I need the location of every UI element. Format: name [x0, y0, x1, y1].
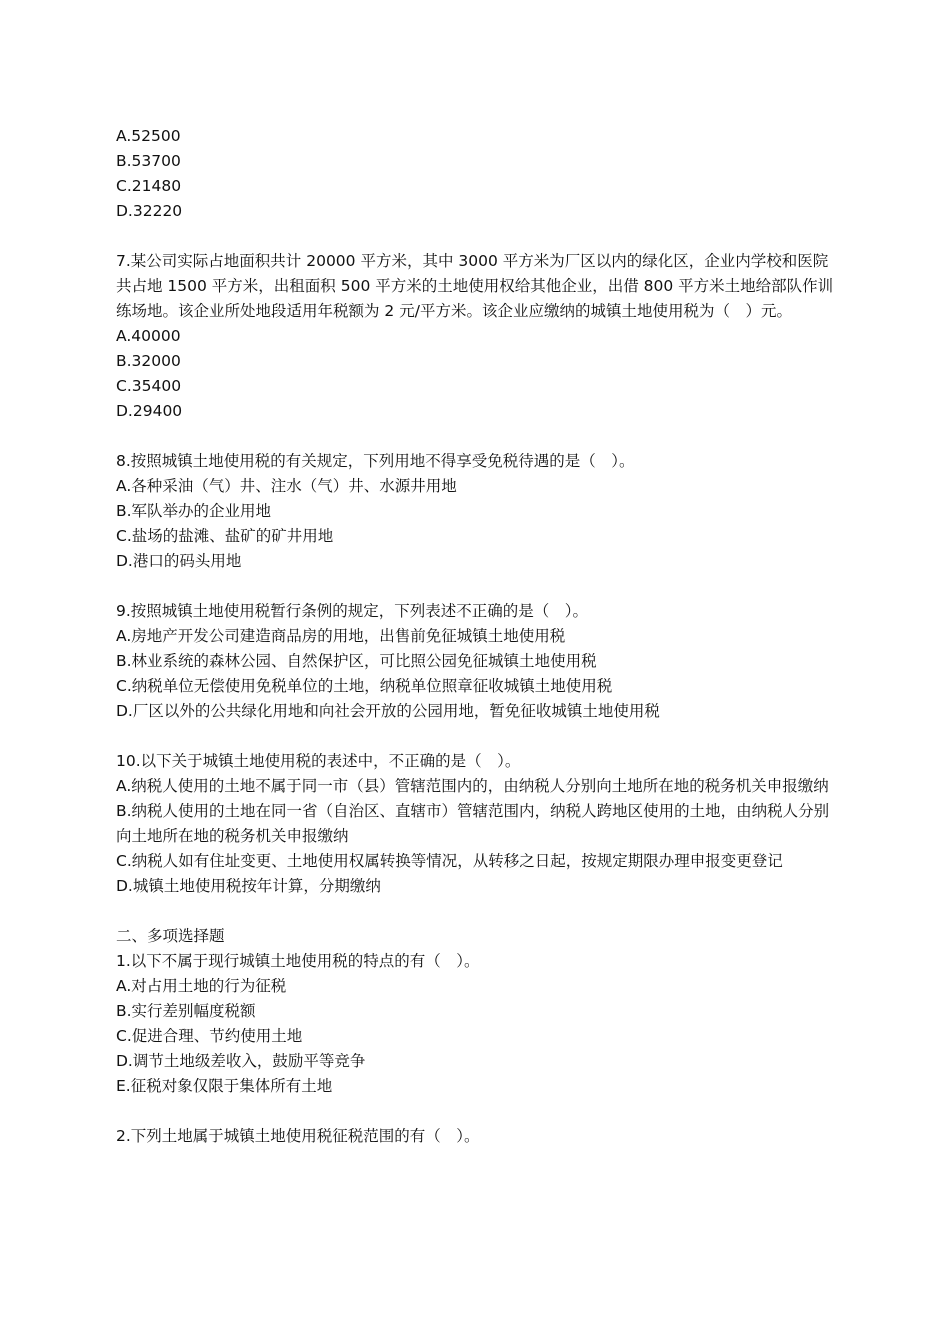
option-b: B.纳税人使用的土地在同一省（自治区、直辖市）管辖范围内，纳税人跨地区使用的土地，由纳税人分别向土地所在地的税务机关申报缴纳 [116, 802, 830, 845]
option-a: A.房地产开发公司建造商品房的用地，出售前免征城镇土地使用税 [116, 627, 566, 645]
option-d: D.32220 [116, 202, 183, 220]
question-9 [116, 599, 836, 724]
option-c: C.35400 [116, 377, 182, 395]
option-b: B.军队举办的企业用地 [116, 502, 272, 520]
question-stem: 7.某公司实际占地面积共计 20000 平方米，其中 3000 平方米为厂区以内的绿化区，企业内学校和医院共占地 1500 平方米，出租面积 500 平方米的土地使用权给其他企业，出借 800 平方米土地给部队作训练场地。该企业所处地段适用年税额为 2 元/平方米。该企业应缴纳的城镇土地使用税为（ ）元。 [116, 252, 834, 320]
option-c: C.纳税人如有住址变更、土地使用权属转换等情况，从转移之日起，按规定期限办理申报变更登记 [116, 852, 783, 870]
question-stem: 2.下列土地属于城镇土地使用税征税范围的有（ ）。 [116, 1127, 480, 1145]
option-d: D.调节土地级差收入，鼓励平等竞争 [116, 1052, 366, 1070]
document-page [116, 124, 836, 1149]
option-c: C.盐场的盐滩、盐矿的矿井用地 [116, 527, 334, 545]
question-7 [116, 249, 836, 424]
option-a: A.各种采油（气）井、注水（气）井、水源井用地 [116, 477, 457, 495]
option-a: A.纳税人使用的土地不属于同一市（县）管辖范围内的，由纳税人分别向土地所在地的税务机关申报缴纳 [116, 777, 829, 795]
section-title: 二、多项选择题 [116, 927, 225, 945]
question-8 [116, 449, 836, 574]
option-d: D.港口的码头用地 [116, 552, 242, 570]
option-e: E.征税对象仅限于集体所有土地 [116, 1077, 333, 1095]
option-b: B.32000 [116, 352, 181, 370]
question-stem: 10.以下关于城镇土地使用税的表述中，不正确的是（ ）。 [116, 752, 521, 770]
section-multiple-choice [116, 924, 836, 1149]
question-stem: 1.以下不属于现行城镇土地使用税的特点的有（ ）。 [116, 952, 480, 970]
option-c: C.21480 [116, 177, 182, 195]
option-c: C.促进合理、节约使用土地 [116, 1027, 303, 1045]
option-b: B.林业系统的森林公园、自然保护区，可比照公园免征城镇土地使用税 [116, 652, 597, 670]
question-stem: 8.按照城镇土地使用税的有关规定，下列用地不得享受免税待遇的是（ ）。 [116, 452, 635, 470]
question-10 [116, 749, 836, 899]
option-d: D.城镇土地使用税按年计算，分期缴纳 [116, 877, 381, 895]
option-d: D.厂区以外的公共绿化用地和向社会开放的公园用地，暂免征收城镇土地使用税 [116, 702, 660, 720]
multi-question-1 [116, 949, 836, 1099]
question-stem: 9.按照城镇土地使用税暂行条例的规定，下列表述不正确的是（ ）。 [116, 602, 589, 620]
option-c: C.纳税单位无偿使用免税单位的土地，纳税单位照章征收城镇土地使用税 [116, 677, 613, 695]
option-b: B.53700 [116, 152, 181, 170]
option-d: D.29400 [116, 402, 183, 420]
multi-question-2 [116, 1124, 836, 1149]
option-b: B.实行差别幅度税额 [116, 1002, 256, 1020]
option-a: A.对占用土地的行为征税 [116, 977, 287, 995]
option-a: A.52500 [116, 127, 181, 145]
option-a: A.40000 [116, 327, 181, 345]
previous-question-options [116, 124, 836, 224]
